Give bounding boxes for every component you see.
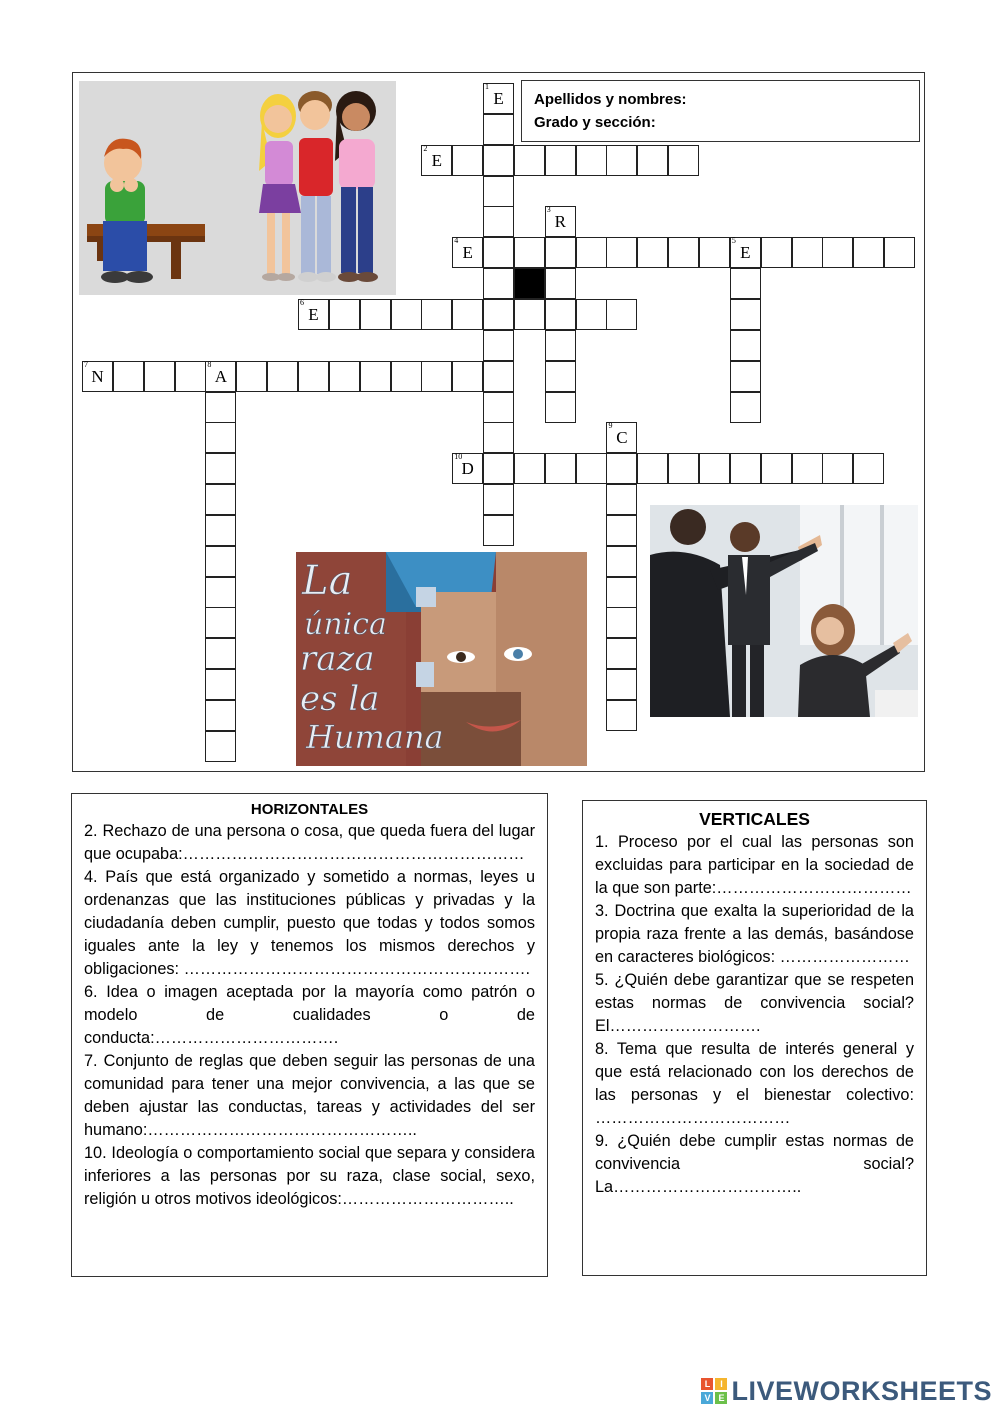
given-letter: E bbox=[740, 243, 751, 263]
vertical-clue-8: 8. Tema que resulta de interés general y que está relacionado con los derechos de las personas y el bienestar colectivo: ……………………………… bbox=[595, 1040, 914, 1127]
crossword-cell[interactable] bbox=[329, 361, 360, 392]
horizontal-clues-box bbox=[71, 793, 548, 1277]
given-letter: E bbox=[431, 150, 443, 170]
name-label: Apellidos y nombres: bbox=[534, 91, 687, 108]
crossword-cell[interactable] bbox=[360, 299, 391, 330]
mural-text-5: Humana bbox=[306, 718, 444, 756]
crossword-cell[interactable] bbox=[82, 361, 113, 392]
given-letter: D bbox=[461, 459, 474, 479]
crossword-cell[interactable] bbox=[113, 361, 144, 392]
crossword-cell[interactable] bbox=[236, 361, 267, 392]
grade-label: Grado y sección: bbox=[534, 114, 656, 131]
crossword-cell[interactable] bbox=[391, 299, 422, 330]
crossword-cell[interactable] bbox=[606, 453, 637, 484]
crossword-cell[interactable] bbox=[452, 237, 483, 268]
crossword-cell[interactable] bbox=[792, 453, 823, 484]
clue-number: 4 bbox=[454, 236, 459, 246]
crossword-cell[interactable] bbox=[606, 700, 637, 731]
crossword-cell[interactable] bbox=[792, 237, 823, 268]
crossword-cell[interactable] bbox=[668, 453, 699, 484]
crossword-cell[interactable] bbox=[298, 361, 329, 392]
crossword-cell[interactable] bbox=[606, 577, 637, 608]
crossword-cell[interactable] bbox=[483, 453, 514, 484]
crossword-cell[interactable] bbox=[421, 145, 452, 176]
crossword-cell[interactable] bbox=[514, 145, 545, 176]
crossword-cell[interactable] bbox=[668, 145, 699, 176]
crossword-cell[interactable] bbox=[699, 453, 730, 484]
clue-number: 6 bbox=[299, 297, 304, 307]
logo-letter-l: L bbox=[701, 1378, 713, 1390]
clue-number: 7 bbox=[84, 359, 88, 369]
crossword-cell[interactable] bbox=[360, 361, 391, 392]
clue-number: 2 bbox=[423, 143, 428, 153]
crossword-cell[interactable] bbox=[545, 330, 576, 361]
crossword-cell[interactable] bbox=[606, 145, 637, 176]
clue-number: 5 bbox=[731, 236, 736, 246]
logo-letter-v: V bbox=[701, 1392, 713, 1404]
crossword-cell[interactable] bbox=[483, 206, 514, 237]
vertical-clues-box bbox=[582, 800, 927, 1276]
crossword-cell[interactable] bbox=[884, 237, 915, 268]
given-letter: E bbox=[308, 304, 319, 324]
crossword-cell[interactable] bbox=[545, 206, 576, 237]
crossword-cell[interactable] bbox=[761, 237, 792, 268]
mural-text-2: única bbox=[304, 607, 387, 642]
crossword-cell[interactable] bbox=[545, 237, 576, 268]
vertical-clue-9: 9. ¿Quién debe cumplir estas normas de convivencia social? La…………………………….. bbox=[595, 1132, 914, 1196]
crossword-cell[interactable] bbox=[576, 237, 607, 268]
crossword-cell[interactable] bbox=[483, 361, 514, 392]
crossword-cell[interactable] bbox=[205, 484, 236, 515]
crossword-cell[interactable] bbox=[730, 361, 761, 392]
crossword-cell[interactable] bbox=[329, 299, 360, 330]
given-letter: A bbox=[214, 366, 228, 386]
crossword-cell[interactable] bbox=[483, 268, 514, 299]
clue-number: 10 bbox=[454, 452, 463, 462]
crossword-cell[interactable] bbox=[545, 145, 576, 176]
mural-text-3: raza bbox=[300, 639, 375, 679]
crossword-cell[interactable] bbox=[637, 237, 668, 268]
crossword-black-square bbox=[514, 268, 545, 299]
crossword-cell[interactable] bbox=[545, 299, 576, 330]
crossword-cell[interactable] bbox=[483, 114, 514, 145]
crossword-cell[interactable] bbox=[452, 145, 483, 176]
crossword-cell[interactable] bbox=[606, 422, 637, 453]
crossword-cell[interactable] bbox=[483, 176, 514, 207]
crossword-cell[interactable] bbox=[483, 237, 514, 268]
crossword-cell[interactable] bbox=[576, 145, 607, 176]
crossword-cell[interactable] bbox=[483, 422, 514, 453]
crossword-cell[interactable] bbox=[298, 299, 329, 330]
crossword-cell[interactable] bbox=[545, 453, 576, 484]
given-letter: R bbox=[554, 212, 566, 232]
crossword-cell[interactable] bbox=[606, 638, 637, 669]
horizontal-clue-7: 7. Conjunto de reglas que deben seguir las personas de una comunidad para tener una mejor convivencia, a las que se deben ajustar las conductas, tareas y actividades del ser humano:………………………………………….. bbox=[84, 1052, 535, 1139]
crossword-cell[interactable] bbox=[730, 268, 761, 299]
crossword-cell[interactable] bbox=[267, 361, 298, 392]
liveworksheets-logo bbox=[701, 1375, 992, 1407]
crossword-cell[interactable] bbox=[514, 299, 545, 330]
horizontal-clue-6: 6. Idea o imagen aceptada por la mayoría como patrón o modelo de cualidades o de conducta:……………………………. bbox=[84, 983, 535, 1047]
crossword-cell[interactable] bbox=[637, 145, 668, 176]
crossword-cell[interactable] bbox=[668, 237, 699, 268]
crossword-cell[interactable] bbox=[483, 392, 514, 423]
mural-text-4: es la bbox=[300, 679, 380, 719]
crossword-cell[interactable] bbox=[483, 299, 514, 330]
crossword-cell[interactable] bbox=[514, 237, 545, 268]
crossword-cell[interactable] bbox=[205, 515, 236, 546]
crossword-cell[interactable] bbox=[853, 237, 884, 268]
mural-text-1: La bbox=[302, 558, 353, 604]
crossword-cell[interactable] bbox=[205, 638, 236, 669]
crossword-cell[interactable] bbox=[205, 361, 236, 392]
crossword-cell[interactable] bbox=[699, 237, 730, 268]
crossword-cell[interactable] bbox=[175, 361, 206, 392]
crossword-cell[interactable] bbox=[606, 515, 637, 546]
vertical-clue-1: 1. Proceso por el cual las personas son excluidas para participar en la sociedad de la que son parte:……………………………… bbox=[595, 833, 914, 897]
clue-number: 9 bbox=[608, 421, 613, 431]
crossword-cell[interactable] bbox=[205, 731, 236, 762]
vertical-clue-3: 3. Doctrina que exalta la superioridad de la propia raza frente a las demás, basándose en caracteres biológicos: …………………… bbox=[595, 902, 914, 966]
crossword-cell[interactable] bbox=[730, 392, 761, 423]
crossword-cell[interactable] bbox=[205, 422, 236, 453]
crossword-cell[interactable] bbox=[144, 361, 175, 392]
logo-letter-e: E bbox=[715, 1392, 727, 1404]
crossword-cell[interactable] bbox=[606, 484, 637, 515]
crossword-cell[interactable] bbox=[205, 607, 236, 638]
crossword-cell[interactable] bbox=[483, 83, 514, 114]
horizontal-clue-2: 2. Rechazo de una persona o cosa, que queda fuera del lugar que ocupaba:……………………………………………………… bbox=[84, 822, 535, 863]
logo-mark-icon bbox=[701, 1378, 727, 1404]
horizontal-clue-10: 10. Ideología o comportamiento social que separa y considera inferiores a las personas por su raza, clase social, sexo, religión u otros motivos ideológicos:………………………….. bbox=[84, 1144, 535, 1208]
crossword-cell[interactable] bbox=[761, 453, 792, 484]
crossword-cell[interactable] bbox=[483, 484, 514, 515]
crossword-cell[interactable] bbox=[576, 453, 607, 484]
horizontal-clues-title: HORIZONTALES bbox=[250, 801, 369, 818]
crossword-cell[interactable] bbox=[205, 669, 236, 700]
crossword-cell[interactable] bbox=[545, 392, 576, 423]
given-letter: N bbox=[91, 366, 104, 386]
crossword-cell[interactable] bbox=[205, 700, 236, 731]
crossword-cell[interactable] bbox=[606, 237, 637, 268]
clue-number: 3 bbox=[546, 205, 551, 215]
crossword-cell[interactable] bbox=[205, 453, 236, 484]
crossword-cell[interactable] bbox=[452, 453, 483, 484]
logo-letter-i: I bbox=[715, 1378, 727, 1390]
crossword-cell[interactable] bbox=[853, 453, 884, 484]
logo-text: LIVEWORKSHEETS bbox=[731, 1375, 992, 1406]
given-letter: E bbox=[462, 243, 473, 263]
crossword-cell[interactable] bbox=[391, 361, 422, 392]
crossword-cell[interactable] bbox=[421, 361, 452, 392]
crossword-cell[interactable] bbox=[730, 237, 761, 268]
crossword-cell[interactable] bbox=[576, 299, 607, 330]
crossword-cell[interactable] bbox=[452, 361, 483, 392]
crossword-cell[interactable] bbox=[205, 577, 236, 608]
crossword-cell[interactable] bbox=[730, 453, 761, 484]
vertical-clue-5: 5. ¿Quién debe garantizar que se respeten estas normas de convivencia social? El………………………. bbox=[595, 971, 914, 1035]
crossword-cell[interactable] bbox=[514, 453, 545, 484]
crossword-cell[interactable] bbox=[421, 299, 452, 330]
vertical-clues-title: VERTICALES bbox=[699, 809, 810, 829]
crossword-cell[interactable] bbox=[637, 453, 668, 484]
crossword-cell[interactable] bbox=[730, 299, 761, 330]
clue-number: 8 bbox=[207, 359, 212, 369]
crossword-cell[interactable] bbox=[730, 330, 761, 361]
horizontal-clue-4: 4. País que está organizado y sometido a normas, leyes u ordenanzas que las instituciones públicas y privadas y la ciudadanía deben cumplir, puesto que todas y todos somos iguales ante la ley y tenemos los mismos derechos y obligaciones: ………………………………………………………. bbox=[84, 868, 535, 978]
crossword-cell[interactable] bbox=[606, 299, 637, 330]
crossword-cell[interactable] bbox=[452, 299, 483, 330]
crossword-cell[interactable] bbox=[606, 546, 637, 577]
crossword-cell[interactable] bbox=[545, 361, 576, 392]
crossword-cell[interactable] bbox=[822, 237, 853, 268]
crossword-cell[interactable] bbox=[483, 145, 514, 176]
crossword-cell[interactable] bbox=[822, 453, 853, 484]
given-letter: C bbox=[616, 428, 628, 448]
crossword-cell[interactable] bbox=[483, 515, 514, 546]
crossword-cell[interactable] bbox=[606, 669, 637, 700]
crossword-cell[interactable] bbox=[545, 268, 576, 299]
crossword-cell[interactable] bbox=[205, 392, 236, 423]
clue-number: 1 bbox=[485, 82, 490, 91]
crossword-cell[interactable] bbox=[205, 546, 236, 577]
crossword-cell[interactable] bbox=[483, 330, 514, 361]
given-letter: E bbox=[493, 89, 504, 108]
crossword-cell[interactable] bbox=[606, 607, 637, 638]
